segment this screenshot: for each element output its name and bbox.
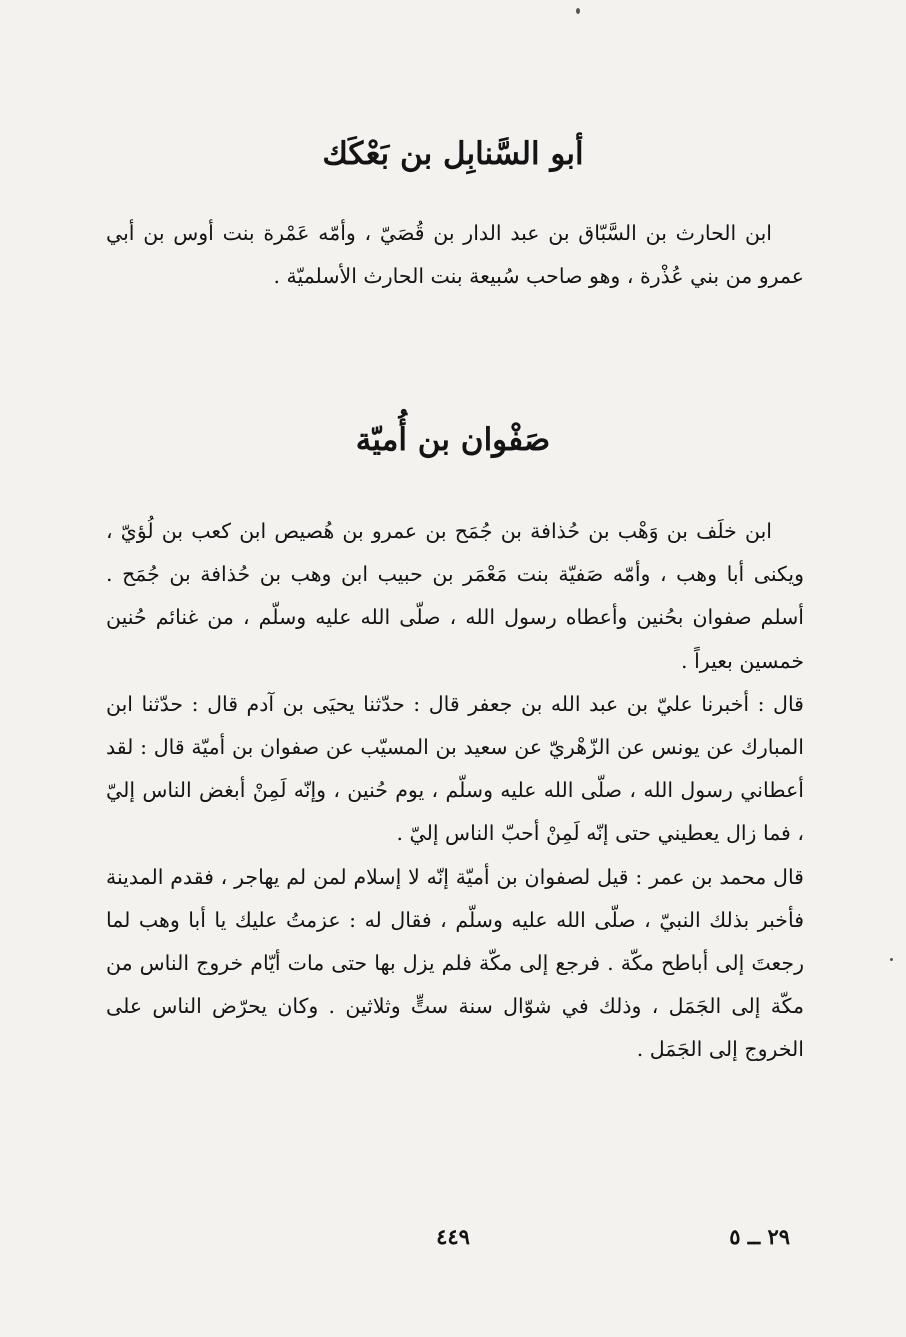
ink-speck [890, 958, 893, 961]
paragraph: ابن خلَف بن وَهْب بن حُذافة بن جُمَح بن عمرو بن هُصيص ابن كعب بن لُؤيّ ، ويكنى أبا وهب ، وأمّه صَفيّة بنت مَعْمَر بن حبيب ابن وهب بن حُذافة بن جُمَح . أسلم صفوان بحُنين وأعطاه رسول الله ، صلّى الله عليه وسلّم ، من غنائم حُنين خمسين بعيراً . [106, 519, 804, 673]
paragraph: ابن الحارث بن السَّبّاق بن عبد الدار بن قُصَيّ ، وأمّه عَمْرة بنت أوس بن أبي عمرو من بني عُذْرة ، وهو صاحب سُبيعة بنت الحارث الأسلميّة . [106, 221, 804, 289]
printer-signature: ٢٩ ــ ٥ [729, 1224, 790, 1249]
section-title-abu-al-sanabil: أبو السَّنابِل بن بَعْكَك [322, 136, 584, 172]
ink-speck [576, 8, 580, 14]
section-title-safwan-ibn-umayya: صَفْوان بن أُميّة [355, 422, 551, 458]
paragraph: قال : أخبرنا عليّ بن عبد الله بن جعفر قال : حدّثنا يحيَى بن آدم قال : حدّثنا ابن المبارك عن يونس عن الزّهْريّ عن سعيد بن المسيّب عن صفوان بن أميّة قال : لقد أعطاني رسول الله ، صلّى الله عليه وسلّم ، يوم حُنين ، وإنّه لَمِنْ أبغض الناس إليّ ، فما زال يعطيني حتى إنّه لَمِنْ أحبّ الناس إليّ . [106, 691, 804, 846]
page-number: ٤٤٩ [436, 1224, 470, 1249]
section-body-safwan-ibn-umayya [106, 510, 804, 1072]
section-body-abu-al-sanabil [106, 212, 804, 298]
paragraph: قال محمد بن عمر : قيل لصفوان بن أميّة إنّه لا إسلام لمن لم يهاجر ، فقدم المدينة فأخبر بذلك النبيّ ، صلّى الله عليه وسلّم ، فقال له : عزمتُ عليك يا أبا وهب لما رجعتَ إلى أباطح مكّة . فرجع إلى مكّة فلم يزل بها حتى مات أيّام خروج الناس من مكّة إلى الجَمَل ، وذلك في شوّال سنة ستٍّ وثلاثين . وكان يحرّض الناس على الخروج إلى الجَمَل . [106, 864, 804, 1062]
